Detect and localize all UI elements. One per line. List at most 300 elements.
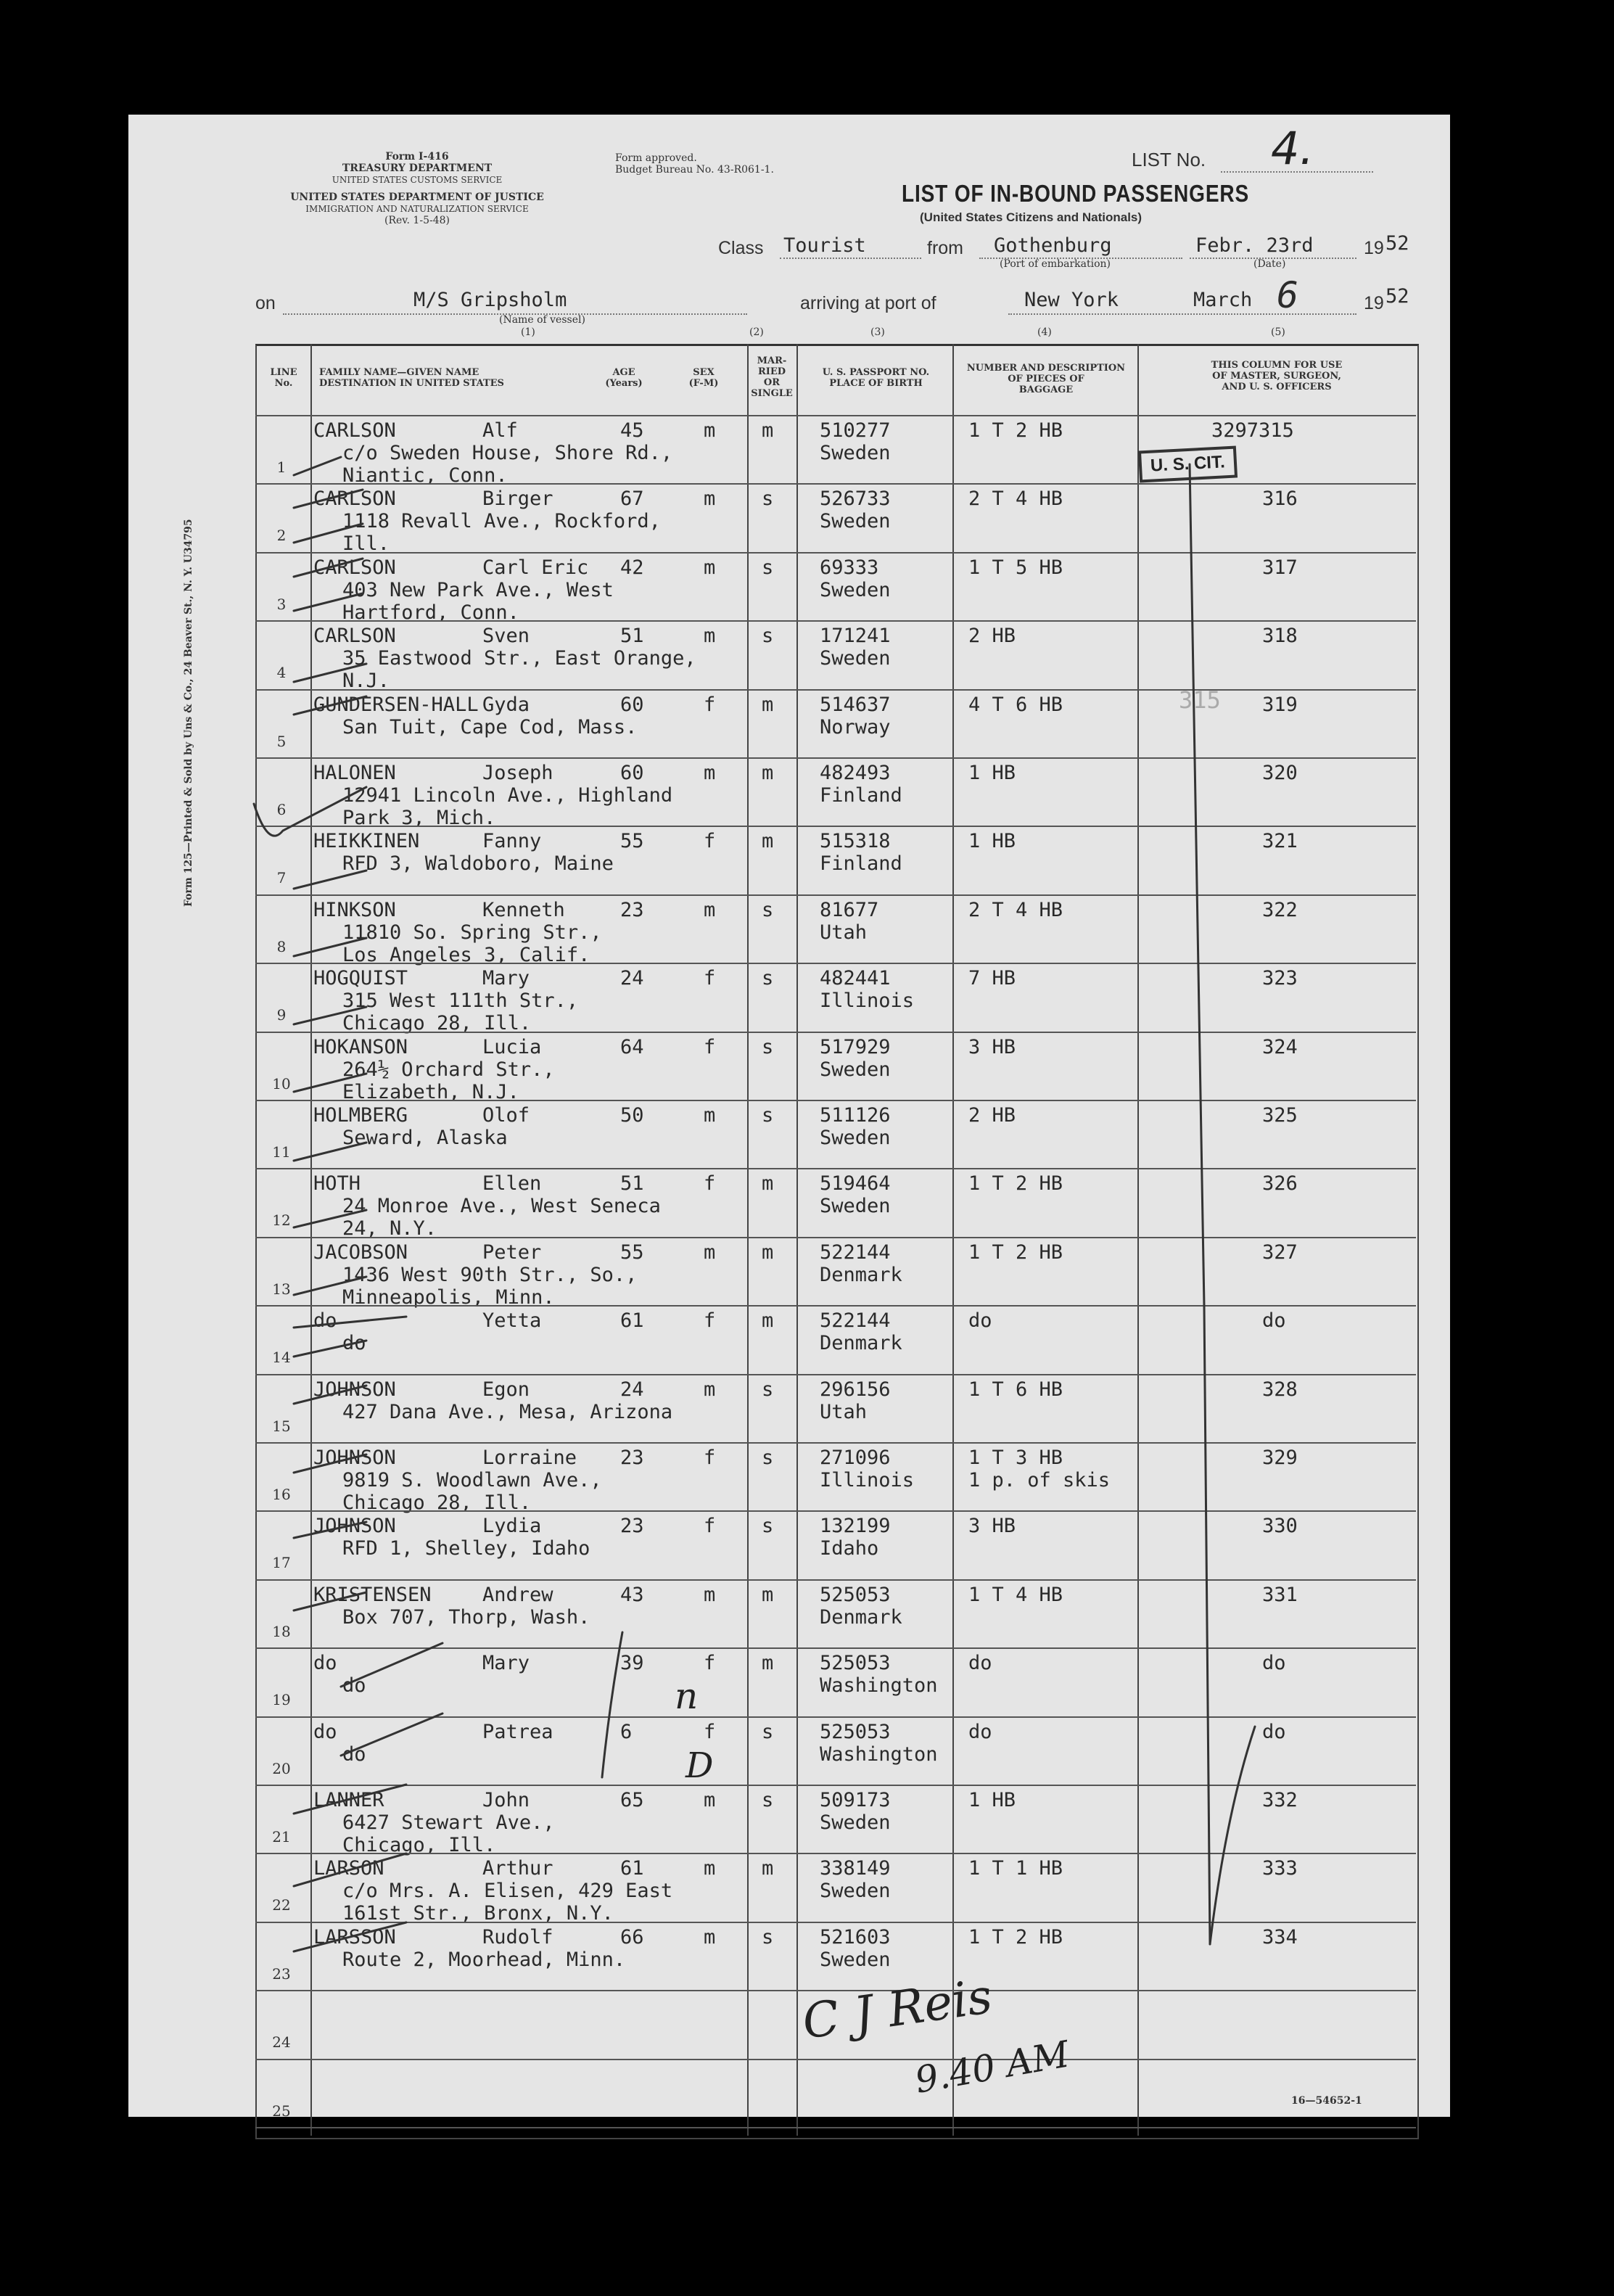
address-line: RFD 3, Waldoboro, Maine — [342, 852, 614, 876]
line-number: 15 — [272, 1417, 291, 1435]
given-name: Ellen — [482, 1172, 542, 1196]
age: 65 — [620, 1789, 644, 1811]
sex: f — [704, 830, 716, 853]
sex: m — [704, 1240, 716, 1264]
officer-number: 330 — [1262, 1515, 1298, 1538]
passport-number: 525053 — [820, 1583, 891, 1606]
family-name: LARSON — [313, 1857, 384, 1880]
address-line: 11810 So. Spring Str., — [342, 921, 602, 944]
from-value: Gothenburg — [994, 234, 1112, 257]
line-number: 19 — [272, 1691, 291, 1709]
check-mark — [294, 1522, 366, 1538]
check-mark — [294, 938, 366, 956]
baggage: 1 T 2 HB — [968, 1925, 1063, 1949]
address-line: 264½ Orchard Str., — [342, 1058, 555, 1081]
place-of-birth: Sweden — [820, 510, 891, 533]
check-mark — [294, 1007, 366, 1024]
officer-number: do — [1262, 1652, 1286, 1675]
family-name: do — [313, 1652, 337, 1675]
place-of-birth: Sweden — [820, 647, 891, 670]
place-of-birth: Washington — [820, 1674, 938, 1698]
page-title: LIST OF IN-BOUND PASSENGERS — [902, 180, 1250, 207]
given-name: Kenneth — [482, 898, 565, 921]
given-name: Mary — [482, 967, 530, 990]
date-value: Febr. 23rd — [1195, 234, 1314, 257]
address-line: 427 Dana Ave., Mesa, Arizona — [342, 1400, 673, 1423]
given-name: Arthur — [482, 1857, 553, 1880]
check-mark — [294, 1317, 406, 1328]
treasury-dept: TREASURY DEPARTMENT — [342, 162, 493, 174]
officer-number: 326 — [1262, 1172, 1298, 1196]
family-name: JOHNSON — [313, 1515, 396, 1538]
annotation-n: n — [675, 1675, 699, 1717]
given-name: Sven — [482, 625, 530, 648]
line-number: 3 — [276, 595, 287, 613]
customs-service: UNITED STATES CUSTOMS SERVICE — [332, 175, 503, 185]
from-caption: (Port of embarkation) — [1000, 258, 1111, 270]
baggage: 1 T 1 HB — [968, 1857, 1063, 1880]
age: 61 — [620, 1857, 644, 1880]
married-status: s — [762, 1447, 774, 1469]
address-line: 35 Eastwood Str., East Orange, — [342, 647, 696, 670]
passport-number: 514637 — [820, 693, 891, 716]
address-line: 315 West 111th Str., — [342, 989, 579, 1013]
baggage: 1 T 6 HB — [968, 1378, 1063, 1401]
sex: f — [704, 1035, 716, 1058]
line-number: 25 — [272, 2102, 291, 2120]
family-name: LANNER — [313, 1789, 384, 1811]
given-name: Mary — [482, 1652, 530, 1675]
col-cap-5: (5) — [1271, 326, 1285, 338]
check-mark — [294, 1454, 366, 1473]
line-number: 1 — [276, 458, 287, 476]
baggage: 2 T 4 HB — [968, 487, 1063, 511]
col-cap-4: (4) — [1037, 326, 1052, 338]
justice-dept: UNITED STATES DEPARTMENT OF JUSTICE — [290, 192, 544, 203]
address-line: do — [342, 1742, 366, 1766]
age: 55 — [620, 830, 644, 853]
arrive-day: 6 — [1277, 274, 1299, 316]
place-of-birth: Sweden — [820, 1880, 891, 1903]
sex: f — [704, 1515, 716, 1538]
family-name: HEIKKINEN — [313, 830, 420, 853]
sex: f — [704, 1447, 716, 1469]
place-of-birth: Sweden — [820, 1058, 891, 1081]
married-status: s — [762, 1789, 774, 1811]
place-of-birth: Denmark — [820, 1263, 902, 1286]
address-line: Ill. — [342, 532, 390, 556]
passport-number: 296156 — [820, 1378, 891, 1401]
baggage: do — [968, 1309, 992, 1333]
faded-number: 315 — [1179, 686, 1221, 714]
vessel-caption: (Name of vessel) — [499, 314, 585, 326]
age: 43 — [620, 1583, 644, 1606]
family-name: JOHNSON — [313, 1447, 396, 1469]
check-mark — [294, 593, 363, 611]
married-status: m — [762, 830, 774, 853]
age: 39 — [620, 1652, 644, 1675]
married-status: s — [762, 898, 774, 921]
line-number: 11 — [272, 1143, 291, 1161]
col-sex: SEX (F-M) — [688, 367, 719, 389]
age: 64 — [620, 1035, 644, 1058]
line-number: 21 — [272, 1828, 291, 1846]
address-line: N.J. — [342, 670, 390, 693]
passport-number: 526733 — [820, 487, 891, 511]
address-line: 12941 Lincoln Ave., Highland — [342, 784, 673, 807]
age: 45 — [620, 419, 644, 442]
officer-number: 328 — [1262, 1378, 1298, 1401]
vessel-value: M/S Gripsholm — [413, 289, 567, 311]
address-line: 6427 Stewart Ave., — [342, 1811, 555, 1834]
address-line: 9819 S. Woodlawn Ave., — [342, 1469, 602, 1491]
age: 60 — [620, 762, 644, 784]
passport-number: 81677 — [820, 898, 879, 921]
place-of-birth: Finland — [820, 852, 902, 876]
list-no-label: LIST No. — [1132, 149, 1206, 170]
col-cap-3: (3) — [870, 326, 885, 338]
baggage: 1 HB — [968, 1789, 1016, 1811]
place-of-birth: Sweden — [820, 1948, 891, 1971]
married-status: s — [762, 1035, 774, 1058]
check-mark — [294, 559, 363, 577]
address-line: Park 3, Mich. — [342, 807, 496, 829]
form-print-code: 16—54652-1 — [1291, 2095, 1362, 2107]
address-line: 161st Str., Bronx, N.Y. — [342, 1902, 614, 1925]
check-mark — [294, 696, 366, 715]
address-line: 24 Monroe Ave., West Seneca — [342, 1195, 661, 1218]
line-number: 23 — [272, 1964, 291, 1983]
officer-number: 333 — [1262, 1857, 1298, 1880]
form-approved: Form approved. — [615, 152, 697, 164]
baggage: 2 HB — [968, 625, 1016, 648]
family-name: CARLSON — [313, 419, 396, 442]
baggage: 2 T 4 HB — [968, 898, 1063, 921]
check-mark — [294, 664, 366, 682]
age: 61 — [620, 1309, 644, 1333]
officer-number: 334 — [1262, 1925, 1298, 1949]
line-number: 17 — [272, 1554, 291, 1572]
line-number: 10 — [272, 1074, 291, 1093]
baggage: 2 HB — [968, 1104, 1016, 1127]
address-line: Chicago 28, Ill. — [342, 1491, 532, 1514]
check-mark — [294, 1074, 366, 1092]
sex: f — [704, 693, 716, 716]
place-of-birth: Sweden — [820, 1127, 891, 1149]
address-line: RFD 1, Shelley, Idaho — [342, 1537, 590, 1560]
line-number: 24 — [272, 2033, 291, 2052]
check-mark — [294, 1922, 406, 1951]
pencil-line — [1190, 464, 1210, 1944]
line-number: 2 — [276, 527, 287, 545]
passport-number: 522144 — [820, 1240, 891, 1264]
check-mark — [294, 1210, 366, 1227]
age: 55 — [620, 1240, 644, 1264]
age: 23 — [620, 898, 644, 921]
family-name: CARLSON — [313, 625, 396, 648]
given-name: Rudolf — [482, 1925, 553, 1949]
place-of-birth: Illinois — [820, 1469, 915, 1491]
place-of-birth: Finland — [820, 784, 902, 807]
sex: m — [704, 556, 716, 579]
line-number: 8 — [276, 937, 287, 955]
baggage: 1 T 2 HB — [968, 1172, 1063, 1196]
check-mark — [294, 1386, 366, 1404]
line-number: 16 — [272, 1486, 291, 1503]
passport-number: 517929 — [820, 1035, 891, 1058]
family-name: GUNDERSEN-HALL — [313, 693, 479, 716]
place-of-birth: Illinois — [820, 989, 915, 1013]
officer-number: 332 — [1262, 1789, 1298, 1811]
check-mark — [341, 1713, 442, 1756]
col-cap-1: (1) — [521, 326, 535, 338]
class-value: Tourist — [783, 234, 866, 257]
passport-number: 171241 — [820, 625, 891, 648]
place-of-birth: Washington — [820, 1742, 938, 1766]
passport-number: 525053 — [820, 1652, 891, 1675]
family-name: LARSSON — [313, 1925, 396, 1949]
check-mark — [294, 1341, 366, 1357]
passport-number: 509173 — [820, 1789, 891, 1811]
married-status: s — [762, 487, 774, 511]
given-name: Peter — [482, 1240, 542, 1264]
passport-number: 482441 — [820, 967, 891, 990]
address-line: Minneapolis, Minn. — [342, 1285, 555, 1309]
family-name: HALONEN — [313, 762, 396, 784]
given-name: Lydia — [482, 1515, 542, 1538]
from-label: from — [927, 238, 963, 258]
married-status: m — [762, 762, 774, 784]
age: 24 — [620, 1378, 644, 1401]
officer-number: 323 — [1262, 967, 1298, 990]
family-name: KRISTENSEN — [313, 1583, 432, 1606]
age: 67 — [620, 487, 644, 511]
place-of-birth: Norway — [820, 715, 891, 738]
married-status: m — [762, 1652, 774, 1675]
married-status: m — [762, 1857, 774, 1880]
officer-number: 329 — [1262, 1447, 1298, 1469]
age: 23 — [620, 1515, 644, 1538]
sex: f — [704, 1652, 716, 1675]
passport-number: 482493 — [820, 762, 891, 784]
address-line: Hartford, Conn. — [342, 601, 519, 624]
us-citizen-stamp: U. S. CIT. — [1138, 446, 1238, 483]
line-number: 18 — [272, 1622, 291, 1640]
list-no-value: 4. — [1271, 122, 1314, 175]
age: 51 — [620, 625, 644, 648]
sex: m — [704, 762, 716, 784]
given-name: Carl Eric — [482, 556, 589, 579]
col-name: FAMILY NAME—GIVEN NAME DESTINATION IN UNITED STATES — [319, 367, 504, 389]
baggage: 1 HB — [968, 830, 1016, 853]
place-of-birth: Sweden — [820, 1195, 891, 1218]
officer-number: do — [1262, 1720, 1286, 1743]
year-value: 52 — [1386, 232, 1409, 255]
ins-service: IMMIGRATION AND NATURALIZATION SERVICE — [305, 204, 529, 214]
line-number: 22 — [272, 1896, 291, 1914]
check-mark — [294, 871, 366, 889]
signature-time: 9.40 AM — [912, 2033, 1073, 2102]
address-line: 24, N.Y. — [342, 1217, 437, 1240]
age: 66 — [620, 1925, 644, 1949]
sex: m — [704, 1789, 716, 1811]
baggage: 7 HB — [968, 967, 1016, 990]
place-of-birth: Sweden — [820, 578, 891, 601]
page-subtitle: (United States Citizens and Nationals) — [920, 210, 1142, 224]
date-caption: (Date) — [1253, 258, 1286, 270]
married-status: s — [762, 967, 774, 990]
port-value: New York — [1024, 289, 1119, 311]
baggage: 1 T 2 HB — [968, 1240, 1063, 1264]
check-mark — [294, 1592, 366, 1610]
officer-number: 316 — [1262, 487, 1298, 511]
passport-number: 525053 — [820, 1720, 891, 1743]
line-number: 14 — [272, 1349, 291, 1367]
col-cap-2: (2) — [749, 326, 764, 338]
given-name: Joseph — [482, 762, 553, 784]
family-name: HOTH — [313, 1172, 361, 1196]
col-baggage: NUMBER AND DESCRIPTION OF PIECES OF BAGGAGE — [966, 363, 1126, 395]
baggage: 1 T 4 HB — [968, 1583, 1063, 1606]
officer-number: 324 — [1262, 1035, 1298, 1058]
given-name: Birger — [482, 487, 553, 511]
address-line: do — [342, 1332, 366, 1355]
given-name: Lorraine — [482, 1447, 577, 1469]
annotation-d: D — [685, 1745, 714, 1786]
officer-number: 321 — [1262, 830, 1298, 853]
age: 51 — [620, 1172, 644, 1196]
age: 23 — [620, 1447, 644, 1469]
on-label: on — [255, 293, 276, 313]
address-line: c/o Sweden House, Shore Rd., — [342, 442, 673, 464]
sex: f — [704, 1720, 716, 1743]
line-number: 9 — [276, 1006, 287, 1024]
address-line: Elizabeth, N.J. — [342, 1080, 519, 1103]
address-line: San Tuit, Cape Cod, Mass. — [342, 715, 638, 738]
officer-number: 317 — [1262, 556, 1298, 579]
family-name: CARLSON — [313, 487, 396, 511]
sex: m — [704, 419, 716, 442]
officer-number: 3297315 — [1211, 419, 1294, 442]
place-of-birth: Idaho — [820, 1537, 879, 1560]
given-name: Yetta — [482, 1309, 542, 1333]
printer-note: Form 125—Printed & Sold by Uns & Co., 24 Beaver St., N. Y. U34795 — [183, 519, 194, 907]
given-name: Andrew — [482, 1583, 553, 1606]
age: 50 — [620, 1104, 644, 1127]
officer-signature: C J Reis — [799, 1968, 996, 2050]
arriving-label: arriving at port of — [800, 293, 936, 313]
passport-number: 132199 — [820, 1515, 891, 1538]
col-passport: U. S. PASSPORT NO. PLACE OF BIRTH — [822, 367, 930, 389]
line-number: 13 — [272, 1280, 291, 1298]
baggage: do — [968, 1720, 992, 1743]
col-age: AGE (Years) — [605, 367, 643, 389]
check-mark — [294, 457, 341, 475]
married-status: s — [762, 1720, 774, 1743]
family-name: HINKSON — [313, 898, 396, 921]
address-line: Route 2, Moorhead, Minn. — [342, 1948, 626, 1971]
family-name: CARLSON — [313, 556, 396, 579]
check-mark — [294, 1143, 366, 1161]
married-status: s — [762, 556, 774, 579]
age: 6 — [620, 1720, 633, 1743]
baggage: 3 HB — [968, 1515, 1016, 1538]
baggage: 4 T 6 HB — [968, 693, 1063, 716]
passport-number: 519464 — [820, 1172, 891, 1196]
married-status: s — [762, 1515, 774, 1538]
col-married: MAR- RIED OR SINGLE — [751, 355, 793, 399]
given-name: Olof — [482, 1104, 530, 1127]
baggage: 1 HB — [968, 762, 1016, 784]
line-number: 12 — [272, 1211, 291, 1230]
age: 24 — [620, 967, 644, 990]
given-name: John — [482, 1789, 530, 1811]
address-line: c/o Mrs. A. Elisen, 429 East — [342, 1880, 673, 1903]
budget-bureau: Budget Bureau No. 43-R061-1. — [615, 164, 774, 176]
line-number: 5 — [276, 732, 287, 750]
sex: m — [704, 1925, 716, 1949]
married-status: s — [762, 625, 774, 648]
officer-number: do — [1262, 1309, 1286, 1333]
address-line: Chicago 28, Ill. — [342, 1012, 532, 1035]
married-status: m — [762, 1309, 774, 1333]
place-of-birth: Sweden — [820, 1811, 891, 1834]
place-of-birth: Sweden — [820, 442, 891, 464]
married-status: s — [762, 1378, 774, 1401]
line-number: 20 — [272, 1759, 291, 1777]
age: 42 — [620, 556, 644, 579]
address-line: 1436 West 90th Str., So., — [342, 1263, 638, 1286]
baggage: 1 T 3 HB — [968, 1447, 1063, 1469]
passport-number: 511126 — [820, 1104, 891, 1127]
address-line: Niantic, Conn. — [342, 464, 508, 487]
baggage: 1 T 2 HB — [968, 419, 1063, 442]
officer-number: 320 — [1262, 762, 1298, 784]
family-name: JACOBSON — [313, 1240, 408, 1264]
given-name: Alf — [482, 419, 518, 442]
address-line: do — [342, 1674, 366, 1698]
class-label: Class — [718, 238, 764, 258]
family-name: do — [313, 1720, 337, 1743]
sex: m — [704, 625, 716, 648]
baggage: do — [968, 1652, 992, 1675]
given-name: Patrea — [482, 1720, 553, 1743]
officer-number: 318 — [1262, 625, 1298, 648]
arrive-month: March — [1193, 289, 1253, 311]
revision: (Rev. 1-5-48) — [384, 215, 450, 226]
baggage: 3 HB — [968, 1035, 1016, 1058]
arrive-year: 52 — [1386, 285, 1409, 308]
line-number: 6 — [276, 801, 287, 818]
married-status: m — [762, 1172, 774, 1196]
place-of-birth: Denmark — [820, 1605, 902, 1629]
sex: f — [704, 1172, 716, 1196]
family-bracket — [602, 1632, 622, 1777]
sex: m — [704, 1104, 716, 1127]
col-line-no: LINE No. — [270, 367, 297, 389]
check-mark — [294, 490, 363, 508]
check-mark — [294, 524, 363, 543]
sex: m — [704, 898, 716, 921]
baggage: 1 T 5 HB — [968, 556, 1063, 579]
passport-number: 515318 — [820, 830, 891, 853]
officer-number: 331 — [1262, 1583, 1298, 1606]
line-number: 4 — [276, 664, 287, 682]
arrive-year-prefix: 19 — [1364, 293, 1384, 313]
passport-number: 522144 — [820, 1309, 891, 1333]
baggage-extra: 1 p. of skis — [968, 1469, 1111, 1491]
officer-number: 325 — [1262, 1104, 1298, 1127]
